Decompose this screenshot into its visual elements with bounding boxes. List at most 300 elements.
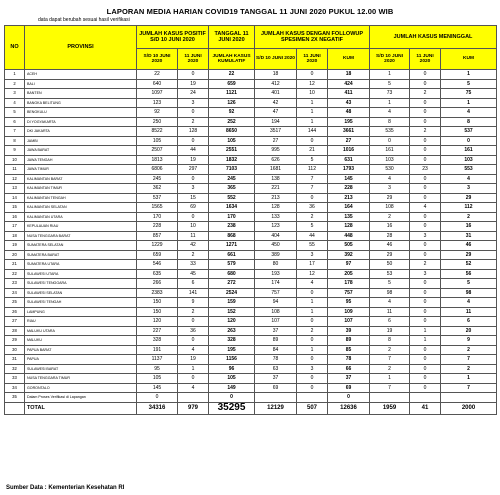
deaths-cumulative-cell: 6	[441, 317, 497, 327]
positive-today-cell: 0	[178, 374, 209, 384]
deaths-to-date-cell: 2	[370, 212, 410, 222]
positive-today-cell: 2	[178, 307, 209, 317]
positive-to-date-cell: 95	[137, 364, 178, 374]
positive-to-date-cell: 537	[137, 193, 178, 203]
recovered-cumulative-cell: 228	[328, 184, 370, 194]
table-row	[5, 393, 497, 403]
recovered-cumulative-cell: 66	[328, 364, 370, 374]
positive-today-cell: 297	[178, 165, 209, 175]
positive-to-date-total: 34316	[137, 402, 178, 414]
recovered-today-cell: 0	[297, 383, 328, 393]
deaths-today-cell: 0	[410, 307, 441, 317]
table-row	[5, 307, 497, 317]
deaths-to-date-cell: 7	[370, 383, 410, 393]
table-row	[5, 241, 497, 251]
subheader-sembuh-sd: S/D 10 JUNI 2020	[255, 49, 297, 70]
recovered-cumulative-cell: 448	[328, 231, 370, 241]
recovered-today-cell: 1	[297, 307, 328, 317]
table-row	[5, 79, 497, 89]
recovered-today-cell: 44	[297, 231, 328, 241]
deaths-today-cell: 0	[410, 70, 441, 80]
row-no-cell: 20	[5, 250, 25, 260]
row-no-cell: 22	[5, 269, 25, 279]
total-row	[5, 402, 497, 414]
row-no-cell: 7	[5, 127, 25, 137]
deaths-cumulative-cell: 46	[441, 241, 497, 251]
province-name-cell: SULAWESI BARAT	[25, 364, 137, 374]
deaths-to-date-cell: 5	[370, 279, 410, 289]
row-no-cell: 6	[5, 117, 25, 127]
positive-today-cell: 3	[178, 184, 209, 194]
recovered-to-date-cell	[255, 393, 297, 403]
recovered-today-cell: 17	[297, 260, 328, 270]
row-no-cell: 26	[5, 307, 25, 317]
recovered-to-date-cell: 42	[255, 98, 297, 108]
recovered-today-cell: 55	[297, 241, 328, 251]
province-name-cell: BALI	[25, 79, 137, 89]
positive-cumulative-cell: 328	[209, 336, 255, 346]
recovered-today-cell: 4	[297, 279, 328, 289]
positive-to-date-cell: 1565	[137, 203, 178, 213]
province-name-cell: RIAU	[25, 317, 137, 327]
positive-today-total: 979	[178, 402, 209, 414]
deaths-today-cell: 0	[410, 146, 441, 156]
deaths-to-date-cell: 98	[370, 288, 410, 298]
recovered-cumulative-cell: 757	[328, 288, 370, 298]
province-name-cell: PAPUA	[25, 355, 137, 365]
province-name-cell: JAMBI	[25, 136, 137, 146]
table-row	[5, 355, 497, 365]
recovered-today-total: 507	[297, 402, 328, 414]
table-row	[5, 155, 497, 165]
positive-today-cell: 42	[178, 241, 209, 251]
positive-cumulative-cell: 159	[209, 298, 255, 308]
recovered-cumulative-cell: 97	[328, 260, 370, 270]
recovered-today-cell: 3	[297, 364, 328, 374]
deaths-to-date-cell: 11	[370, 307, 410, 317]
recovered-cumulative-cell: 195	[328, 117, 370, 127]
recovered-cumulative-cell: 505	[328, 241, 370, 251]
positive-today-cell: 3	[178, 98, 209, 108]
table-row	[5, 250, 497, 260]
recovered-cumulative-cell: 411	[328, 89, 370, 99]
positive-cumulative-cell: 272	[209, 279, 255, 289]
deaths-today-cell	[410, 393, 441, 403]
subheader-sembuh-11: 11 JUNI 2020	[297, 49, 328, 70]
recovered-today-cell: 10	[297, 89, 328, 99]
province-name-cell: DI YOGYAKARTA	[25, 117, 137, 127]
recovered-to-date-cell: 1681	[255, 165, 297, 175]
province-name-cell: DKI JAKARTA	[25, 127, 137, 137]
recovered-today-cell: 112	[297, 165, 328, 175]
row-no-cell: 24	[5, 288, 25, 298]
deaths-today-cell: 23	[410, 165, 441, 175]
row-no-cell: 33	[5, 374, 25, 384]
recovered-cumulative-cell: 89	[328, 336, 370, 346]
deaths-cumulative-cell: 16	[441, 222, 497, 232]
recovered-cumulative-cell: 424	[328, 79, 370, 89]
deaths-cumulative-cell: 0	[441, 136, 497, 146]
recovered-cumulative-cell: 37	[328, 374, 370, 384]
positive-today-cell: 4	[178, 383, 209, 393]
recovered-to-date-cell: 389	[255, 250, 297, 260]
province-name-cell: SULAWESI TENGAH	[25, 298, 137, 308]
table-row	[5, 127, 497, 137]
deaths-to-date-cell: 8	[370, 336, 410, 346]
subheader-meninggal-11: 11 JUNI 2020	[410, 49, 441, 70]
positive-to-date-cell: 659	[137, 250, 178, 260]
header-sembuh: JUMLAH KASUS DENGAN FOLLOWUP SPESIMEN 2X NEGATIF	[255, 26, 370, 49]
province-name-cell: MALUKU	[25, 336, 137, 346]
deaths-today-cell: 0	[410, 345, 441, 355]
header-jumlah-kasus-positif: JUMLAH KASUS POSITIF S/D 10 JUNI 2020	[137, 26, 209, 49]
recovered-to-date-cell: 108	[255, 307, 297, 317]
recovered-today-cell: 0	[297, 70, 328, 80]
deaths-to-date-cell: 6	[370, 317, 410, 327]
recovered-to-date-cell: 193	[255, 269, 297, 279]
deaths-to-date-cell: 16	[370, 222, 410, 232]
positive-cumulative-cell: 105	[209, 136, 255, 146]
recovered-today-cell: 21	[297, 146, 328, 156]
header-tanggal: TANGGAL 11 JUNI 2020	[209, 26, 255, 49]
deaths-to-date-cell: 103	[370, 155, 410, 165]
recovered-to-date-cell: 37	[255, 326, 297, 336]
recovered-to-date-cell: 221	[255, 184, 297, 194]
recovered-today-cell: 7	[297, 174, 328, 184]
deaths-cumulative-cell: 9	[441, 336, 497, 346]
positive-cumulative-cell: 252	[209, 117, 255, 127]
deaths-cumulative-cell: 4	[441, 108, 497, 118]
deaths-today-cell: 0	[410, 193, 441, 203]
positive-to-date-cell: 266	[137, 279, 178, 289]
positive-today-cell: 2	[178, 117, 209, 127]
deaths-to-date-cell: 7	[370, 355, 410, 365]
deaths-cumulative-cell: 2	[441, 364, 497, 374]
deaths-to-date-cell: 0	[370, 136, 410, 146]
positive-cumulative-cell: 2551	[209, 146, 255, 156]
deaths-to-date-cell: 161	[370, 146, 410, 156]
subheader-meninggal-kum: KUM	[441, 49, 497, 70]
row-no-cell: 18	[5, 231, 25, 241]
table-row	[5, 345, 497, 355]
deaths-to-date-cell: 4	[370, 108, 410, 118]
recovered-today-cell: 1	[297, 108, 328, 118]
province-name-cell: GORONTALO	[25, 383, 137, 393]
row-no-cell: 27	[5, 317, 25, 327]
positive-to-date-cell: 105	[137, 136, 178, 146]
deaths-cumulative-cell: 7	[441, 355, 497, 365]
positive-today-cell: 2	[178, 250, 209, 260]
recovered-to-date-cell: 401	[255, 89, 297, 99]
recovered-cumulative-cell: 43	[328, 98, 370, 108]
deaths-cumulative-cell: 3	[441, 184, 497, 194]
recovered-cumulative-cell: 205	[328, 269, 370, 279]
recovered-to-date-cell: 138	[255, 174, 297, 184]
deaths-cumulative-cell: 1	[441, 374, 497, 384]
recovered-to-date-cell: 18	[255, 70, 297, 80]
province-name-cell: KALIMANTAN TENGAH	[25, 193, 137, 203]
positive-cumulative-cell: 92	[209, 108, 255, 118]
positive-to-date-cell: 250	[137, 117, 178, 127]
positive-today-cell: 0	[178, 212, 209, 222]
recovered-cumulative-cell: 0	[328, 393, 370, 403]
table-row	[5, 136, 497, 146]
deaths-cumulative-cell: 98	[441, 288, 497, 298]
deaths-to-date-cell: 1	[370, 70, 410, 80]
deaths-cumulative-cell: 75	[441, 89, 497, 99]
positive-to-date-cell: 227	[137, 326, 178, 336]
table-row	[5, 184, 497, 194]
total-label: TOTAL	[25, 402, 137, 414]
table-row	[5, 70, 497, 80]
positive-today-cell	[178, 393, 209, 403]
header-meninggal: JUMLAH KASUS MENINGGAL	[370, 26, 497, 49]
recovered-today-cell: 1	[297, 117, 328, 127]
table-row	[5, 269, 497, 279]
recovered-today-cell: 5	[297, 155, 328, 165]
deaths-cumulative-cell: 4	[441, 298, 497, 308]
deaths-today-cell: 2	[410, 127, 441, 137]
positive-cumulative-cell: 365	[209, 184, 255, 194]
positive-cumulative-cell: 0	[209, 393, 255, 403]
subheader-meninggal-sd: S/D 10 JUNI 2020	[370, 49, 410, 70]
recovered-today-cell: 1	[297, 345, 328, 355]
recovered-to-date-cell: 78	[255, 355, 297, 365]
province-name-cell: BENGKULU	[25, 108, 137, 118]
deaths-today-cell: 0	[410, 184, 441, 194]
row-no-cell: 9	[5, 146, 25, 156]
recovered-cumulative-cell: 107	[328, 317, 370, 327]
province-name-cell: SULAWESI SELATAN	[25, 288, 137, 298]
deaths-cumulative-cell: 52	[441, 260, 497, 270]
positive-today-cell: 1	[178, 364, 209, 374]
province-name-cell: SULAWESI UTARA	[25, 269, 137, 279]
recovered-cumulative-cell: 1016	[328, 146, 370, 156]
positive-cumulative-cell: 105	[209, 374, 255, 384]
recovered-cumulative-cell: 213	[328, 193, 370, 203]
positive-today-cell: 11	[178, 231, 209, 241]
recovered-today-cell: 0	[297, 374, 328, 384]
deaths-to-date-cell: 50	[370, 260, 410, 270]
recovered-today-cell: 0	[297, 317, 328, 327]
positive-to-date-cell: 6806	[137, 165, 178, 175]
row-no-cell: 13	[5, 184, 25, 194]
positive-today-cell: 0	[178, 108, 209, 118]
deaths-cumulative-cell: 537	[441, 127, 497, 137]
row-no-cell: 19	[5, 241, 25, 251]
positive-to-date-cell: 635	[137, 269, 178, 279]
recovered-to-date-cell: 404	[255, 231, 297, 241]
recovered-to-date-cell: 128	[255, 203, 297, 213]
table-row	[5, 146, 497, 156]
deaths-cumulative-cell: 8	[441, 117, 497, 127]
deaths-to-date-cell: 19	[370, 326, 410, 336]
deaths-today-cell: 2	[410, 89, 441, 99]
positive-to-date-cell: 1137	[137, 355, 178, 365]
deaths-cumulative-cell: 553	[441, 165, 497, 175]
recovered-cumulative-cell: 135	[328, 212, 370, 222]
recovered-today-cell: 0	[297, 193, 328, 203]
province-name-cell: KALIMANTAN TIMUR	[25, 184, 137, 194]
positive-today-cell: 19	[178, 79, 209, 89]
deaths-today-cell: 0	[410, 155, 441, 165]
positive-to-date-cell: 150	[137, 298, 178, 308]
row-no-cell: 29	[5, 336, 25, 346]
deaths-to-date-total: 1959	[370, 402, 410, 414]
recovered-to-date-cell: 27	[255, 136, 297, 146]
recovered-to-date-cell: 995	[255, 146, 297, 156]
province-name-cell: NUSA TENGGARA TIMUR	[25, 374, 137, 384]
report-title: LAPORAN MEDIA HARIAN COVID19 TANGGAL 11 JUNI 2020 PUKUL 12.00 WIB	[106, 7, 394, 16]
recovered-to-date-cell: 174	[255, 279, 297, 289]
recovered-to-date-cell: 63	[255, 364, 297, 374]
table-row	[5, 212, 497, 222]
subheader-positif-11: 11 JUNI 2020	[178, 49, 209, 70]
positive-cumulative-cell: 170	[209, 212, 255, 222]
row-no-cell: 8	[5, 136, 25, 146]
recovered-today-cell: 0	[297, 336, 328, 346]
subheader-kumulatif: JUMLAH KASUS KUMULATIF	[209, 49, 255, 70]
deaths-today-total: 41	[410, 402, 441, 414]
header-provinsi: PROVINSI	[25, 26, 137, 70]
table-row	[5, 260, 497, 270]
row-no-cell: 15	[5, 203, 25, 213]
recovered-cumulative-cell: 145	[328, 174, 370, 184]
positive-today-cell: 33	[178, 260, 209, 270]
deaths-cumulative-cell: 29	[441, 250, 497, 260]
positive-cumulative-cell: 7103	[209, 165, 255, 175]
recovered-to-date-cell: 84	[255, 345, 297, 355]
table-row	[5, 298, 497, 308]
deaths-to-date-cell: 29	[370, 250, 410, 260]
row-no-cell: 1	[5, 70, 25, 80]
deaths-cumulative-cell: 11	[441, 307, 497, 317]
positive-cumulative-cell: 1634	[209, 203, 255, 213]
province-name-cell: NUSA TENGGARA BARAT	[25, 231, 137, 241]
row-no-cell: 34	[5, 383, 25, 393]
province-name-cell: KALIMANTAN BARAT	[25, 174, 137, 184]
province-name-cell: SULAWESI TENGGARA	[25, 279, 137, 289]
row-no-cell: 21	[5, 260, 25, 270]
positive-cumulative-cell: 1832	[209, 155, 255, 165]
source-footer: Sumber Data : Kementerian Kesehatan RI	[6, 485, 125, 491]
deaths-to-date-cell: 8	[370, 117, 410, 127]
province-name-cell: BANTEN	[25, 89, 137, 99]
recovered-today-cell: 1	[297, 98, 328, 108]
row-no-cell: 11	[5, 165, 25, 175]
positive-to-date-cell: 228	[137, 222, 178, 232]
deaths-today-cell: 0	[410, 212, 441, 222]
recovered-to-date-cell: 213	[255, 193, 297, 203]
province-name-cell: MALUKU UTARA	[25, 326, 137, 336]
positive-today-cell: 0	[178, 174, 209, 184]
recovered-cumulative-cell: 48	[328, 108, 370, 118]
row-no-cell: 4	[5, 98, 25, 108]
recovered-to-date-cell: 80	[255, 260, 297, 270]
positive-to-date-cell: 105	[137, 374, 178, 384]
table-row	[5, 288, 497, 298]
positive-cumulative-cell: 552	[209, 193, 255, 203]
province-name-cell: BANGKA BELITUNG	[25, 98, 137, 108]
positive-cumulative-cell: 8650	[209, 127, 255, 137]
recovered-cumulative-cell: 69	[328, 383, 370, 393]
positive-today-cell: 0	[178, 136, 209, 146]
subheader-positif-sd: S/D 10 JUNI 2020	[137, 49, 178, 70]
deaths-to-date-cell: 2	[370, 345, 410, 355]
table-row	[5, 89, 497, 99]
deaths-cumulative-cell: 103	[441, 155, 497, 165]
recovered-today-cell: 2	[297, 212, 328, 222]
table-row	[5, 98, 497, 108]
positive-today-cell: 44	[178, 146, 209, 156]
recovered-to-date-cell: 94	[255, 298, 297, 308]
positive-cumulative-cell: 2524	[209, 288, 255, 298]
positive-cumulative-total: 35295	[209, 402, 255, 414]
deaths-to-date-cell: 535	[370, 127, 410, 137]
positive-today-cell: 24	[178, 89, 209, 99]
positive-today-cell: 45	[178, 269, 209, 279]
recovered-cumulative-cell: 178	[328, 279, 370, 289]
deaths-cumulative-cell: 7	[441, 383, 497, 393]
positive-to-date-cell: 150	[137, 307, 178, 317]
deaths-to-date-cell: 5	[370, 79, 410, 89]
deaths-today-cell: 1	[410, 326, 441, 336]
table-row	[5, 165, 497, 175]
table-row	[5, 336, 497, 346]
recovered-today-cell: 1	[297, 298, 328, 308]
positive-today-cell: 19	[178, 355, 209, 365]
deaths-cumulative-cell: 5	[441, 279, 497, 289]
positive-cumulative-cell: 149	[209, 383, 255, 393]
deaths-today-cell: 0	[410, 279, 441, 289]
recovered-cumulative-cell: 1793	[328, 165, 370, 175]
positive-cumulative-cell: 120	[209, 317, 255, 327]
deaths-today-cell: 3	[410, 231, 441, 241]
province-name-cell: LAMPUNG	[25, 307, 137, 317]
subheader-sembuh-kum: KUM	[328, 49, 370, 70]
row-no-cell: 35	[5, 393, 25, 403]
table-row	[5, 374, 497, 384]
recovered-to-date-cell: 133	[255, 212, 297, 222]
deaths-to-date-cell: 4	[370, 298, 410, 308]
positive-to-date-cell: 1229	[137, 241, 178, 251]
province-name-cell: PAPUA BARAT	[25, 345, 137, 355]
positive-cumulative-cell: 579	[209, 260, 255, 270]
province-name-cell: ACEH	[25, 70, 137, 80]
deaths-today-cell: 0	[410, 117, 441, 127]
deaths-to-date-cell: 530	[370, 165, 410, 175]
recovered-today-cell: 144	[297, 127, 328, 137]
table-row	[5, 364, 497, 374]
province-name-cell: SUMATERA UTARA	[25, 260, 137, 270]
table-row	[5, 174, 497, 184]
deaths-today-cell: 0	[410, 174, 441, 184]
deaths-today-cell: 0	[410, 298, 441, 308]
deaths-to-date-cell: 3	[370, 184, 410, 194]
recovered-cumulative-cell: 95	[328, 298, 370, 308]
row-no-cell: 28	[5, 326, 25, 336]
recovered-to-date-cell: 757	[255, 288, 297, 298]
positive-to-date-cell: 0	[137, 393, 178, 403]
province-name-cell: JAWA BARAT	[25, 146, 137, 156]
deaths-to-date-cell: 108	[370, 203, 410, 213]
total-no-cell	[5, 402, 25, 414]
positive-today-cell: 0	[178, 70, 209, 80]
row-no-cell: 2	[5, 79, 25, 89]
deaths-to-date-cell: 1	[370, 374, 410, 384]
row-no-cell: 25	[5, 298, 25, 308]
positive-cumulative-cell: 680	[209, 269, 255, 279]
